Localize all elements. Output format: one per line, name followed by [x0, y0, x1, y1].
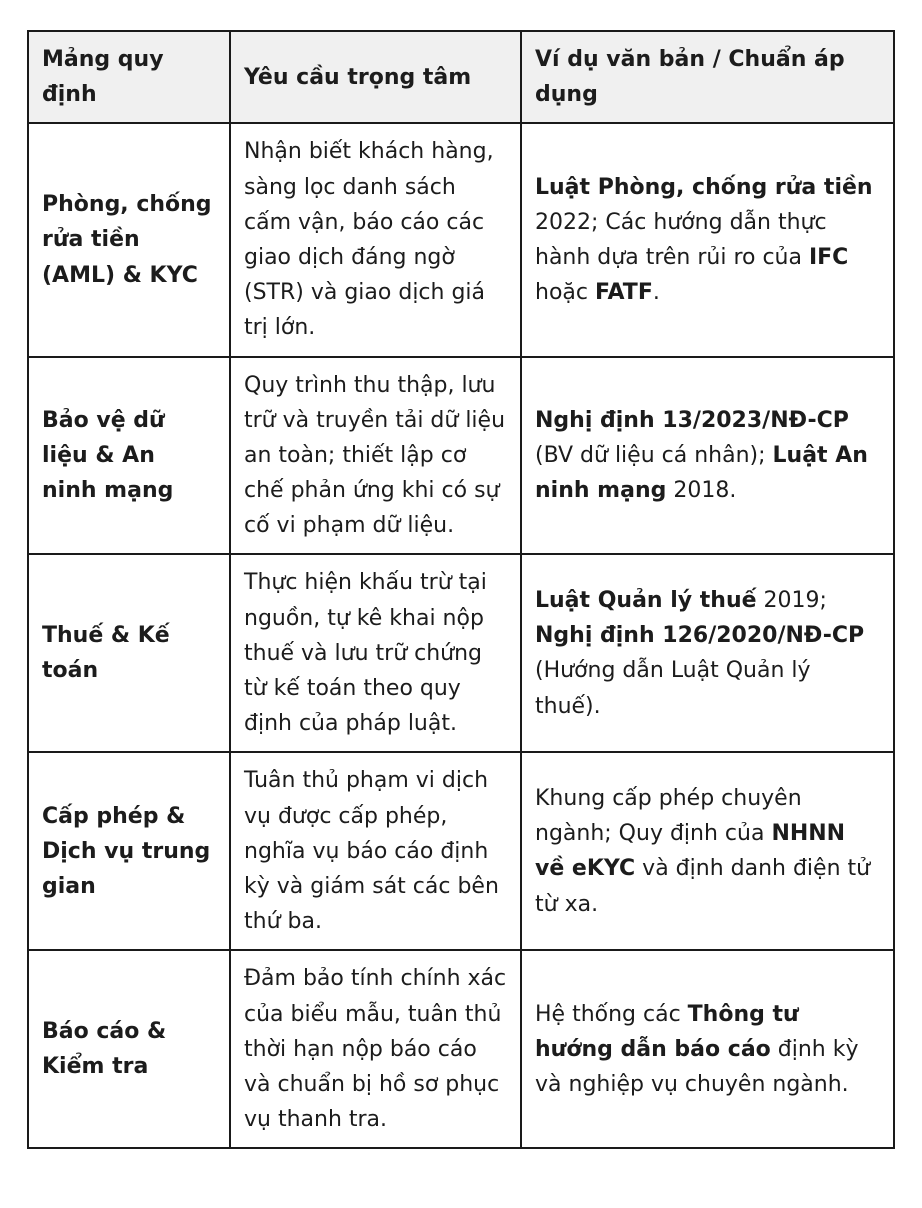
cell-example-documents: Nghị định 13/2023/NĐ-CP (BV dữ liệu cá nhân); Luật An ninh mạng 2018.	[521, 357, 894, 555]
cell-regulatory-area: Thuế & Kế toán	[28, 554, 230, 752]
cell-example-documents: Hệ thống các Thông tư hướng dẫn báo cáo định kỳ và nghiệp vụ chuyên ngành.	[521, 950, 894, 1148]
cell-regulatory-area: Cấp phép & Dịch vụ trung gian	[28, 752, 230, 950]
cell-example-documents: Luật Phòng, chống rửa tiền 2022; Các hướng dẫn thực hành dựa trên rủi ro của IFC hoặc FATF.	[521, 123, 894, 356]
table-header-row	[28, 31, 894, 123]
header-example-documents: Ví dụ văn bản / Chuẩn áp dụng	[521, 31, 894, 123]
table-row	[28, 752, 894, 950]
cell-regulatory-area: Phòng, chống rửa tiền (AML) & KYC	[28, 123, 230, 356]
cell-key-requirements: Nhận biết khách hàng, sàng lọc danh sách cấm vận, báo cáo các giao dịch đáng ngờ (STR) và giao dịch giá trị lớn.	[230, 123, 521, 356]
header-key-requirements: Yêu cầu trọng tâm	[230, 31, 521, 123]
table-row	[28, 950, 894, 1148]
cell-example-documents: Luật Quản lý thuế 2019; Nghị định 126/2020/NĐ-CP (Hướng dẫn Luật Quản lý thuế).	[521, 554, 894, 752]
compliance-table	[27, 30, 895, 1149]
table-row	[28, 554, 894, 752]
cell-key-requirements: Tuân thủ phạm vi dịch vụ được cấp phép, nghĩa vụ báo cáo định kỳ và giám sát các bên thứ ba.	[230, 752, 521, 950]
cell-key-requirements: Đảm bảo tính chính xác của biểu mẫu, tuân thủ thời hạn nộp báo cáo và chuẩn bị hồ sơ phục vụ thanh tra.	[230, 950, 521, 1148]
cell-key-requirements: Quy trình thu thập, lưu trữ và truyền tải dữ liệu an toàn; thiết lập cơ chế phản ứng khi có sự cố vi phạm dữ liệu.	[230, 357, 521, 555]
header-regulatory-area: Mảng quy định	[28, 31, 230, 123]
table-row	[28, 123, 894, 356]
cell-regulatory-area: Báo cáo & Kiểm tra	[28, 950, 230, 1148]
cell-example-documents: Khung cấp phép chuyên ngành; Quy định của NHNN về eKYC và định danh điện tử từ xa.	[521, 752, 894, 950]
cell-key-requirements: Thực hiện khấu trừ tại nguồn, tự kê khai nộp thuế và lưu trữ chứng từ kế toán theo quy định của pháp luật.	[230, 554, 521, 752]
cell-regulatory-area: Bảo vệ dữ liệu & An ninh mạng	[28, 357, 230, 555]
table-row	[28, 357, 894, 555]
